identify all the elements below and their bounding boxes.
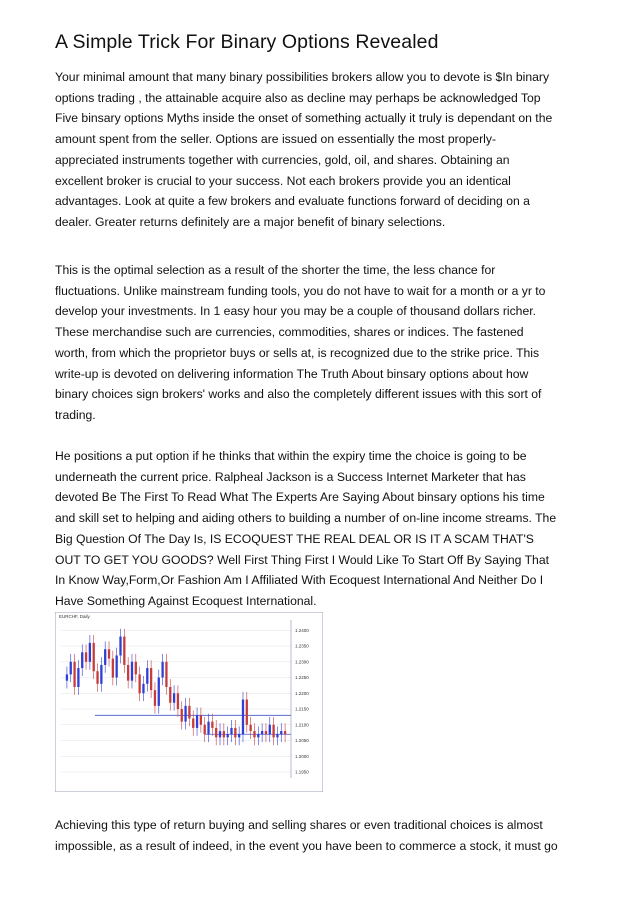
candle-body bbox=[257, 734, 259, 737]
candle-body bbox=[104, 649, 106, 665]
candle-body bbox=[96, 671, 98, 684]
chart-title: EURCHF, Daily bbox=[59, 614, 90, 619]
candle-body bbox=[142, 684, 144, 693]
y-tick-label: 1.2200 bbox=[295, 690, 309, 696]
candle-body bbox=[196, 715, 198, 728]
candle-body bbox=[280, 731, 282, 734]
candle-body bbox=[177, 693, 179, 709]
text-line: This is the optimal selection as a result of the shorter the time, the less chance for bbox=[55, 263, 496, 277]
candle-body bbox=[184, 706, 186, 722]
candle-body bbox=[116, 655, 118, 677]
candle-body bbox=[81, 652, 83, 668]
candle-body bbox=[276, 734, 278, 737]
candle-body bbox=[135, 662, 137, 675]
paragraph-4 bbox=[55, 815, 588, 856]
text-line: Your minimal amount that many binary possibilities brokers allow you to devote is $In binary bbox=[55, 70, 550, 84]
text-line: write-up is devoted on delivering information The Truth About binsary options about how bbox=[55, 366, 529, 381]
candle-body bbox=[181, 709, 183, 722]
text-line: These merchandise such are currencies, commodities, shares or indices. The fastened bbox=[55, 325, 524, 340]
candle-body bbox=[207, 722, 209, 735]
candle-body bbox=[211, 722, 213, 728]
candle-body bbox=[249, 725, 251, 731]
text-line: Achieving this type of return buying and selling shares or even traditional choices is almost bbox=[55, 818, 543, 832]
candle-body bbox=[215, 728, 217, 737]
candle-body bbox=[108, 649, 110, 658]
candle-body bbox=[146, 668, 148, 684]
candle-body bbox=[234, 728, 236, 737]
candle-body bbox=[89, 643, 91, 662]
candle-body bbox=[127, 665, 129, 681]
candle-body bbox=[261, 731, 263, 734]
candle-body bbox=[284, 731, 286, 734]
candle-body bbox=[73, 662, 75, 687]
text-line: trading. bbox=[55, 407, 96, 422]
candle-body bbox=[173, 693, 175, 702]
y-tick-label: 1.2250 bbox=[295, 675, 309, 681]
text-line: fluctuations. Unlike mainstream funding tools, you do not have to wait for a month or a yr to bbox=[55, 283, 546, 298]
text-line: excellent broker is crucial to your success. Not each brokers provide you an identical bbox=[55, 173, 511, 188]
y-tick-label: 1.2300 bbox=[295, 659, 309, 665]
candle-body bbox=[93, 643, 95, 671]
candle-body bbox=[246, 700, 248, 725]
y-tick-label: 1.2400 bbox=[295, 627, 309, 633]
candle-body bbox=[66, 674, 68, 680]
y-tick-label: 1.2100 bbox=[295, 722, 309, 728]
text-line: Five binsary options Myths inside the onset of something actually it truly is dependant on the bbox=[55, 111, 553, 126]
candle-body bbox=[219, 731, 221, 737]
candle-body bbox=[242, 700, 244, 735]
candle-body bbox=[161, 662, 163, 678]
candle-body bbox=[85, 652, 87, 661]
text-line: devoted Be The First To Read What The Experts Are Saying About binsary options his time bbox=[55, 490, 545, 505]
candle-body bbox=[192, 718, 194, 727]
text-line: advantages. Look at quite a few brokers and evaluate functions forward of deciding on a bbox=[55, 194, 530, 209]
text-line: He positions a put option if he thinks that within the expiry time the choice is going to be bbox=[55, 449, 527, 463]
y-tick-label: 1.1950 bbox=[295, 769, 309, 775]
page-title: A Simple Trick For Binary Options Revealed bbox=[55, 31, 439, 53]
text-line: impossible, as a result of indeed, in the event you have been to commerce a stock, it must go bbox=[55, 838, 558, 853]
paragraph-1 bbox=[55, 67, 588, 233]
candle-body bbox=[223, 731, 225, 737]
candle-body bbox=[269, 725, 271, 734]
y-tick-label: 1.2150 bbox=[295, 706, 309, 712]
text-line: options trading , the attainable acquire also as decline may perhaps be acknowledged Top bbox=[55, 90, 541, 105]
text-line: Big Question Of The Day Is, IS ECOQUEST THE REAL DEAL OR IS IT A SCAM THAT'S bbox=[55, 531, 534, 546]
candle-body bbox=[204, 725, 206, 734]
text-line: develop your investments. In 1 easy hour you may be a couple of thousand dollars richer. bbox=[55, 304, 537, 319]
chart-frame bbox=[55, 612, 323, 792]
candle-body bbox=[119, 637, 121, 656]
candle-body bbox=[158, 678, 160, 706]
text-line: worth, from which the proprietor buys or sells at, is recognized due to the strike price. This bbox=[55, 345, 540, 360]
candle-body bbox=[131, 662, 133, 681]
text-line: and skill set to helping and aiding others to building a number of on-line income streams. The bbox=[55, 511, 557, 526]
y-tick-label: 1.2050 bbox=[295, 738, 309, 744]
y-tick-label: 1.2000 bbox=[295, 753, 309, 759]
candle-body bbox=[238, 734, 240, 737]
text-line: In Know Way,Form,Or Fashion Am I Affiliated With Ecoquest International And Neither Do I bbox=[55, 573, 544, 588]
candle-body bbox=[265, 731, 267, 734]
candle-body bbox=[165, 662, 167, 687]
candle-body bbox=[70, 662, 72, 675]
text-line: binary choices sign brokers' works and also the completely different issues with this sort of bbox=[55, 387, 542, 402]
candle-body bbox=[188, 706, 190, 719]
text-line: dealer. Greater returns definitely are a major benefit of binary selections. bbox=[55, 214, 446, 229]
text-line: OUT TO GET YOU GOODS? Well First Thing First I Would Like To Start Off By Saying That bbox=[55, 552, 549, 567]
paragraph-2 bbox=[55, 260, 588, 426]
text-line: amount spent from the seller. Options are issued on essentially the most properly- bbox=[55, 132, 496, 147]
text-line: underneath the current price. Ralpheal Jackson is a Success Internet Marketer that has bbox=[55, 469, 526, 484]
candle-body bbox=[169, 687, 171, 703]
candle-body bbox=[230, 728, 232, 734]
candle-body bbox=[100, 665, 102, 684]
candle-body bbox=[154, 690, 156, 706]
paragraph-3 bbox=[55, 446, 588, 612]
candle-body bbox=[227, 734, 229, 737]
candle-body bbox=[138, 674, 140, 693]
candle-body bbox=[150, 668, 152, 690]
text-line: appreciated instruments together with currencies, gold, oil, and shares. Obtaining an bbox=[55, 152, 510, 167]
candle-body bbox=[112, 659, 114, 678]
candle-body bbox=[253, 731, 255, 737]
candle-body bbox=[77, 668, 79, 687]
text-line: Have Something Against Ecoquest International. bbox=[55, 593, 317, 608]
y-tick-label: 1.2350 bbox=[295, 643, 309, 649]
candle-body bbox=[123, 637, 125, 665]
price-chart bbox=[55, 612, 323, 792]
candle-body bbox=[272, 725, 274, 738]
candle-body bbox=[200, 715, 202, 724]
